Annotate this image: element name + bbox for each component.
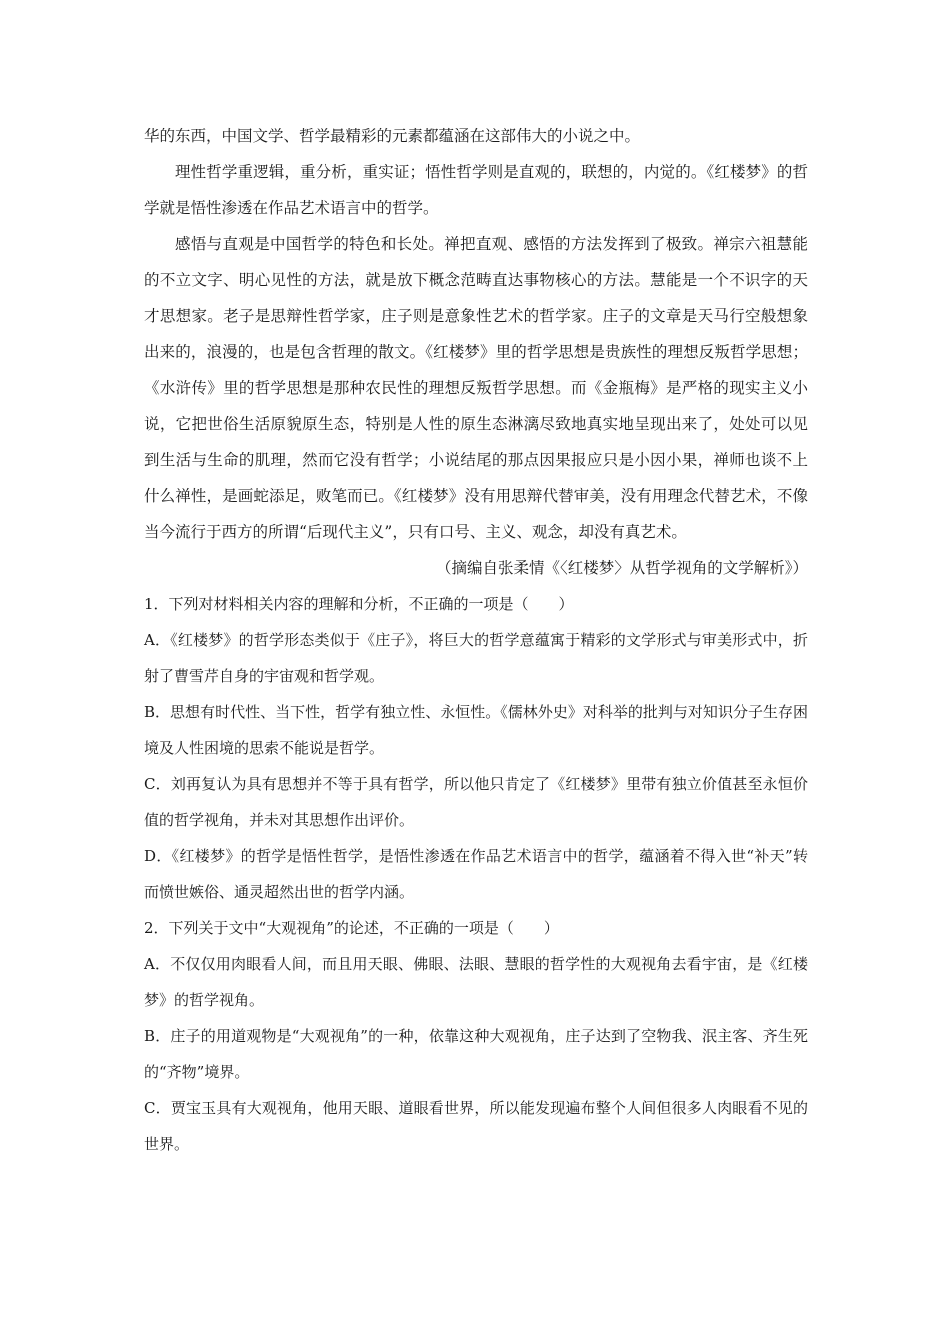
option-b: B．庄子的用道观物是“大观视角”的一种，依靠这种大观视角，庄子达到了空物我、泯主客、齐生死的“齐物”境界。 xyxy=(144,1027,808,1081)
option-a: A．《红楼梦》的哲学形态类似于《庄子》，将巨大的哲学意蕴寓于精彩的文学形式与审美形式中，折射了曹雪芹自身的宇宙观和哲学观。 xyxy=(144,631,808,685)
option-c: C．贾宝玉具有大观视角，他用天眼、道眼看世界，所以能发现遍布整个人间但很多人肉眼看不见的世界。 xyxy=(144,1099,808,1153)
question-2 xyxy=(144,910,808,1162)
source-citation: （摘编自张柔情《〈红楼梦〉从哲学视角的文学解析》） xyxy=(435,559,808,577)
passage-paragraph: 感悟与直观是中国哲学的特色和长处。禅把直观、感悟的方法发挥到了极致。禅宗六祖慧能的不立文字、明心见性的方法，就是放下概念范畴直达事物核心的方法。慧能是一个不识字的天才思想家。老子是思辩性哲学家，庄子则是意象性艺术的哲学家。庄子的文章是天马行空般想象出来的，浪漫的，也是包含哲理的散文。《红楼梦》里的哲学思想是贵族性的理想反叛哲学思想；《水浒传》里的哲学思想是那种农民性的理想反叛哲学思想。而《金瓶梅》是严格的现实主义小说，它把世俗生活原貌原生态，特别是人性的原生态淋漓尽致地真实地呈现出来了，处处可以见到生活与生命的肌理，然而它没有哲学；小说结尾的那点因果报应只是小因小果，禅师也谈不上什么禅性，是画蛇添足，败笔而已。《红楼梦》没有用思辩代替审美，没有用理念代替艺术，不像当今流行于西方的所谓“后现代主义”，只有口号、主义、观念，却没有真艺术。 xyxy=(144,235,808,541)
passage-paragraph: 华的东西，中国文学、哲学最精彩的元素都蕴涵在这部伟大的小说之中。 xyxy=(144,127,641,145)
option-d: D．《红楼梦》的哲学是悟性哲学，是悟性渗透在作品艺术语言中的哲学，蕴涵着不得入世“补天”转而愤世嫉俗、通灵超然出世的哲学内涵。 xyxy=(144,847,808,901)
passage-paragraph: 理性哲学重逻辑，重分析，重实证；悟性哲学则是直观的，联想的，内觉的。《红楼梦》的哲学就是悟性渗透在作品艺术语言中的哲学。 xyxy=(144,163,808,217)
question-stem: 1．下列对材料相关内容的理解和分析，不正确的一项是（ ） xyxy=(144,595,574,613)
question-1 xyxy=(144,586,808,910)
question-stem: 2．下列关于文中“大观视角”的论述，不正确的一项是（ ） xyxy=(144,919,559,937)
option-a: A．不仅仅用肉眼看人间，而且用天眼、佛眼、法眼、慧眼的哲学性的大观视角去看宇宙，是《红楼梦》的哲学视角。 xyxy=(144,955,808,1009)
passage xyxy=(144,118,808,586)
option-c: C．刘再复认为具有思想并不等于具有哲学，所以他只肯定了《红楼梦》里带有独立价值甚至永恒价值的哲学视角，并未对其思想作出评价。 xyxy=(144,775,808,829)
option-b: B．思想有时代性、当下性，哲学有独立性、永恒性。《儒林外史》对科举的批判与对知识分子生存困境及人性困境的思索不能说是哲学。 xyxy=(144,703,808,757)
document-page xyxy=(144,118,808,1162)
